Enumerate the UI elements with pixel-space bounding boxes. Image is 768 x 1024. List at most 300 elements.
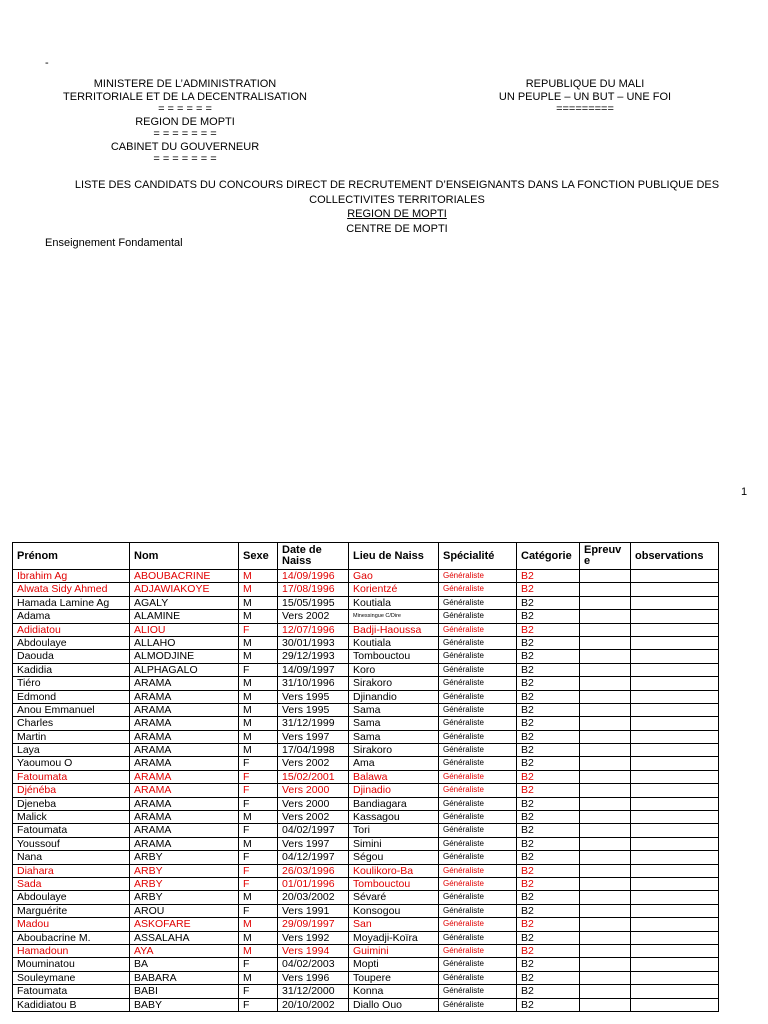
col-epreuve-cell [580,931,631,944]
col-sexe-cell: M [239,583,278,596]
col-lieu-cell: Guimini [349,944,439,957]
col-nom-cell: ALMODJINE [130,650,239,663]
col-sexe-cell: M [239,918,278,931]
col-lieu-cell: Diallo Ouo [349,998,439,1011]
col-sexe-cell: F [239,824,278,837]
col-categorie-header: Catégorie [517,543,580,570]
col-epreuve-cell [580,958,631,971]
col-categorie-cell: B2 [517,797,580,810]
col-sexe-cell: M [239,891,278,904]
col-categorie-cell: B2 [517,824,580,837]
col-specialite-cell: Généraliste [439,623,517,636]
col-lieu-cell: Bandiagara [349,797,439,810]
col-lieu-cell: Tombouctou [349,877,439,890]
col-nom-cell: ALLAHO [130,636,239,649]
col-epreuve-cell [580,610,631,623]
col-sexe-cell: F [239,998,278,1011]
col-sexe-cell: M [239,944,278,957]
col-prenom-cell: Abdoulaye [13,891,130,904]
col-epreuve-cell [580,703,631,716]
col-prenom-cell: Daouda [13,650,130,663]
col-nom-cell: ARBY [130,851,239,864]
col-nom-cell: ALIOU [130,623,239,636]
col-lieu-cell: Tombouctou [349,650,439,663]
col-specialite-cell: Généraliste [439,744,517,757]
col-specialite-cell: Généraliste [439,971,517,984]
col-date-cell: 17/08/1996 [278,583,349,596]
col-epreuve-cell [580,636,631,649]
col-prenom-cell: Adama [13,610,130,623]
col-specialite-cell: Généraliste [439,703,517,716]
col-categorie-cell: B2 [517,623,580,636]
col-date-cell: Vers 1992 [278,931,349,944]
col-categorie-cell: B2 [517,610,580,623]
col-specialite-cell: Généraliste [439,690,517,703]
col-sexe-cell: M [239,811,278,824]
col-date-cell: 29/12/1993 [278,650,349,663]
col-specialite-cell: Généraliste [439,784,517,797]
col-categorie-cell: B2 [517,650,580,663]
col-prenom-cell: Souleymane [13,971,130,984]
col-observations-cell [631,650,719,663]
col-prenom-cell: Abdoulaye [13,636,130,649]
col-nom-cell: ARAMA [130,837,239,850]
col-categorie-cell: B2 [517,877,580,890]
ministry-header [40,78,330,166]
col-epreuve-cell [580,744,631,757]
table-row [13,918,719,931]
title-region: REGION DE MOPTI [347,208,447,220]
separator-line: ========= [556,103,614,115]
col-date-cell: Vers 1997 [278,730,349,743]
col-specialite-cell: Généraliste [439,944,517,957]
republic-line: REPUBLIQUE DU MALI [525,78,645,90]
col-sexe-cell: M [239,650,278,663]
col-prenom-cell: Ibrahim Ag [13,570,130,583]
col-epreuve-cell [580,650,631,663]
col-categorie-cell: B2 [517,717,580,730]
col-lieu-cell: Konna [349,985,439,998]
col-observations-header: observations [631,543,719,570]
col-prenom-cell: Laya [13,744,130,757]
col-date-cell: 20/03/2002 [278,891,349,904]
col-date-header: Date de Naiss [278,543,349,570]
col-lieu-cell: Toupere [349,971,439,984]
col-prenom-cell: Anou Emmanuel [13,703,130,716]
col-sexe-cell: M [239,837,278,850]
table-row [13,663,719,676]
col-lieu-cell: Sévaré [349,891,439,904]
col-nom-cell: AROU [130,904,239,917]
col-observations-cell [631,690,719,703]
table-row [13,904,719,917]
col-nom-cell: ASKOFARE [130,918,239,931]
col-date-cell: 01/01/1996 [278,877,349,890]
col-specialite-cell: Généraliste [439,877,517,890]
title-centre: CENTRE DE MOPTI [346,222,448,235]
ministry-line: TERRITORIALE ET DE LA DECENTRALISATION [63,90,307,103]
col-observations-cell [631,636,719,649]
col-categorie-cell: B2 [517,811,580,824]
col-observations-cell [631,985,719,998]
col-specialite-cell: Généraliste [439,958,517,971]
col-prenom-cell: Djénéba [13,784,130,797]
col-lieu-cell: Sirakoro [349,744,439,757]
col-epreuve-cell [580,864,631,877]
col-epreuve-cell [580,770,631,783]
col-prenom-cell: Kadidia [13,663,130,676]
table-row [13,784,719,797]
col-lieu-cell: Sama [349,703,439,716]
col-nom-cell: ARAMA [130,811,239,824]
col-nom-cell: ARBY [130,877,239,890]
col-categorie-cell: B2 [517,663,580,676]
col-sexe-cell: F [239,864,278,877]
col-observations-cell [631,971,719,984]
col-sexe-cell: F [239,851,278,864]
col-specialite-cell: Généraliste [439,931,517,944]
col-categorie-cell: B2 [517,971,580,984]
col-epreuve-cell [580,985,631,998]
col-date-cell: Vers 1996 [278,971,349,984]
col-date-cell: 29/09/1997 [278,918,349,931]
col-epreuve-cell [580,904,631,917]
col-nom-cell: ARAMA [130,717,239,730]
table-row [13,757,719,770]
col-epreuve-cell [580,918,631,931]
col-date-cell: 20/10/2002 [278,998,349,1011]
col-prenom-cell: Mouminatou [13,958,130,971]
col-sexe-cell: M [239,971,278,984]
table-row [13,677,719,690]
col-nom-cell: ARBY [130,864,239,877]
col-sexe-cell: M [239,677,278,690]
col-prenom-cell: Diahara [13,864,130,877]
col-categorie-cell: B2 [517,891,580,904]
col-specialite-cell: Généraliste [439,650,517,663]
col-prenom-cell: Djeneba [13,797,130,810]
col-prenom-cell: Aboubacrine M. [13,931,130,944]
col-lieu-cell: Badji-Haoussa [349,623,439,636]
table-row [13,864,719,877]
col-lieu-cell: Koro [349,663,439,676]
table-header-row [13,543,719,570]
col-observations-cell [631,797,719,810]
table-row [13,837,719,850]
col-date-cell: Vers 1997 [278,837,349,850]
col-epreuve-cell [580,677,631,690]
col-date-cell: 14/09/1996 [278,570,349,583]
col-categorie-cell: B2 [517,757,580,770]
col-specialite-cell: Généraliste [439,864,517,877]
col-lieu-cell: Simini [349,837,439,850]
col-specialite-cell: Généraliste [439,851,517,864]
title-line-1: LISTE DES CANDIDATS DU CONCOURS DIRECT DE RECRUTEMENT D’ENSEIGNANTS DANS LA FONCTION PUBLIQUE DES [74,179,720,191]
table-row [13,717,719,730]
col-observations-cell [631,958,719,971]
col-lieu-cell: San [349,918,439,931]
col-nom-cell: ASSALAHA [130,931,239,944]
col-observations-cell [631,877,719,890]
col-observations-cell [631,998,719,1011]
col-categorie-cell: B2 [517,944,580,957]
col-prenom-cell: Hamada Lamine Ag [13,596,130,609]
col-specialite-cell: Généraliste [439,757,517,770]
col-date-cell: Vers 2000 [278,784,349,797]
candidates-table [12,542,719,1012]
col-sexe-cell: F [239,877,278,890]
separator-line: = = = = = = = [153,128,217,140]
table-row [13,703,719,716]
col-observations-cell [631,918,719,931]
col-nom-cell: ARAMA [130,730,239,743]
col-observations-cell [631,837,719,850]
col-prenom-cell: Nana [13,851,130,864]
col-date-cell: 31/12/2000 [278,985,349,998]
col-sexe-cell: M [239,703,278,716]
col-prenom-cell: Martin [13,730,130,743]
col-epreuve-cell [580,797,631,810]
col-sexe-cell: F [239,904,278,917]
col-categorie-cell: B2 [517,690,580,703]
col-sexe-header: Sexe [239,543,278,570]
col-sexe-cell: M [239,744,278,757]
col-observations-cell [631,851,719,864]
col-prenom-cell: Malick [13,811,130,824]
col-nom-cell: ARAMA [130,690,239,703]
col-lieu-cell: Gao [349,570,439,583]
col-prenom-cell: Tiéro [13,677,130,690]
table-row [13,636,719,649]
col-date-cell: 15/02/2001 [278,770,349,783]
col-prenom-cell: Charles [13,717,130,730]
col-sexe-cell: M [239,610,278,623]
col-date-cell: Vers 2000 [278,797,349,810]
col-date-cell: Vers 1995 [278,703,349,716]
table-row [13,583,719,596]
col-prenom-cell: Alwata Sidy Ahmed [13,583,130,596]
col-date-cell: Vers 1994 [278,944,349,957]
col-lieu-cell: Ségou [349,851,439,864]
col-date-cell: 04/02/2003 [278,958,349,971]
col-categorie-cell: B2 [517,958,580,971]
col-sexe-cell: F [239,663,278,676]
col-categorie-cell: B2 [517,784,580,797]
col-date-cell: 31/10/1996 [278,677,349,690]
table-row [13,958,719,971]
col-epreuve-cell [580,891,631,904]
col-specialite-cell: Généraliste [439,636,517,649]
col-sexe-cell: F [239,757,278,770]
col-observations-cell [631,944,719,957]
table-row [13,891,719,904]
col-lieu-cell: Djinadio [349,784,439,797]
col-epreuve-cell [580,730,631,743]
table-row [13,650,719,663]
col-specialite-cell: Généraliste [439,998,517,1011]
col-specialite-cell: Généraliste [439,824,517,837]
col-categorie-cell: B2 [517,677,580,690]
col-specialite-cell: Généraliste [439,985,517,998]
table-row [13,811,719,824]
col-categorie-cell: B2 [517,931,580,944]
col-categorie-cell: B2 [517,837,580,850]
col-specialite-cell: Généraliste [439,583,517,596]
col-specialite-cell: Généraliste [439,663,517,676]
col-lieu-cell: Tori [349,824,439,837]
col-epreuve-cell [580,837,631,850]
col-sexe-cell: F [239,958,278,971]
col-observations-cell [631,610,719,623]
col-specialite-cell: Généraliste [439,717,517,730]
col-specialite-cell: Généraliste [439,730,517,743]
col-lieu-cell: Konsogou [349,904,439,917]
col-lieu-cell: Kassagou [349,811,439,824]
col-nom-cell: BABI [130,985,239,998]
col-sexe-cell: F [239,985,278,998]
table-row [13,944,719,957]
page-number: 1 [741,486,748,498]
col-epreuve-cell [580,596,631,609]
col-nom-cell: ALAMINE [130,610,239,623]
table-row [13,570,719,583]
col-specialite-header: Spécialité [439,543,517,570]
col-nom-cell: ARAMA [130,744,239,757]
table-row [13,877,719,890]
col-epreuve-cell [580,824,631,837]
table-row [13,851,719,864]
col-sexe-cell: M [239,730,278,743]
col-lieu-cell: Minessingue C/Dire [349,610,439,623]
col-categorie-cell: B2 [517,985,580,998]
col-categorie-cell: B2 [517,596,580,609]
col-sexe-cell: M [239,596,278,609]
col-lieu-cell: Sama [349,717,439,730]
cabinet-line: CABINET DU GOUVERNEUR [110,140,260,153]
col-lieu-header: Lieu de Naiss [349,543,439,570]
col-nom-cell: BA [130,958,239,971]
table-row [13,931,719,944]
col-nom-cell: ARAMA [130,703,239,716]
col-epreuve-cell [580,998,631,1011]
col-prenom-cell: Fatoumata [13,985,130,998]
col-nom-cell: ARAMA [130,784,239,797]
separator-line: = = = = = = [158,103,212,115]
col-observations-cell [631,824,719,837]
col-date-cell: Vers 2002 [278,811,349,824]
col-epreuve-cell [580,623,631,636]
table-row [13,770,719,783]
col-observations-cell [631,904,719,917]
col-prenom-cell: Youssouf [13,837,130,850]
col-sexe-cell: F [239,784,278,797]
col-specialite-cell: Généraliste [439,610,517,623]
col-date-cell: Vers 1991 [278,904,349,917]
col-observations-cell [631,757,719,770]
col-observations-cell [631,931,719,944]
col-sexe-cell: M [239,690,278,703]
col-categorie-cell: B2 [517,851,580,864]
col-prenom-cell: Edmond [13,690,130,703]
col-sexe-cell: M [239,570,278,583]
col-nom-cell: ALPHAGALO [130,663,239,676]
col-observations-cell [631,677,719,690]
col-categorie-cell: B2 [517,570,580,583]
col-date-cell: 26/03/1996 [278,864,349,877]
col-sexe-cell: F [239,623,278,636]
col-prenom-cell: Sada [13,877,130,890]
col-nom-cell: ABOUBACRINE [130,570,239,583]
col-specialite-cell: Généraliste [439,596,517,609]
col-sexe-cell: M [239,717,278,730]
col-date-cell: 04/02/1997 [278,824,349,837]
col-nom-header: Nom [130,543,239,570]
col-specialite-cell: Généraliste [439,770,517,783]
col-categorie-cell: B2 [517,636,580,649]
col-nom-cell: BABARA [130,971,239,984]
col-date-cell: Vers 2002 [278,757,349,770]
table-row [13,690,719,703]
col-date-cell: 17/04/1998 [278,744,349,757]
col-lieu-cell: Korientzé [349,583,439,596]
col-date-cell: Vers 2002 [278,610,349,623]
col-observations-cell [631,770,719,783]
col-observations-cell [631,596,719,609]
motto-line: UN PEUPLE – UN BUT – UNE FOI [498,90,672,103]
col-observations-cell [631,784,719,797]
col-lieu-cell: Balawa [349,770,439,783]
ministry-line: MINISTERE DE L’ADMINISTRATION [93,78,277,90]
col-observations-cell [631,811,719,824]
col-prenom-cell: Adidiatou [13,623,130,636]
col-prenom-cell: Marguérite [13,904,130,917]
col-epreuve-cell [580,944,631,957]
table-row [13,623,719,636]
col-lieu-cell: Moyadji-Koïra [349,931,439,944]
col-sexe-cell: M [239,636,278,649]
col-categorie-cell: B2 [517,998,580,1011]
col-lieu-cell: Sirakoro [349,677,439,690]
col-lieu-cell: Djinandio [349,690,439,703]
col-categorie-cell: B2 [517,904,580,917]
col-epreuve-cell [580,757,631,770]
col-sexe-cell: F [239,770,278,783]
col-prenom-header: Prénom [13,543,130,570]
col-epreuve-cell [580,877,631,890]
col-lieu-cell: Mopti [349,958,439,971]
col-nom-cell: AYA [130,944,239,957]
table-row [13,610,719,623]
col-categorie-cell: B2 [517,918,580,931]
col-specialite-cell: Généraliste [439,570,517,583]
col-observations-cell [631,570,719,583]
col-epreuve-header: Epreuv e [580,543,631,570]
col-specialite-cell: Généraliste [439,811,517,824]
col-epreuve-cell [580,851,631,864]
col-categorie-cell: B2 [517,770,580,783]
col-lieu-cell: Koutiala [349,596,439,609]
col-nom-cell: BABY [130,998,239,1011]
separator-line: = = = = = = = [153,153,217,165]
col-categorie-cell: B2 [517,744,580,757]
table-row [13,744,719,757]
col-categorie-cell: B2 [517,864,580,877]
col-observations-cell [631,717,719,730]
col-epreuve-cell [580,811,631,824]
col-date-cell: 04/12/1997 [278,851,349,864]
col-prenom-cell: Yaoumou O [13,757,130,770]
col-sexe-cell: F [239,797,278,810]
